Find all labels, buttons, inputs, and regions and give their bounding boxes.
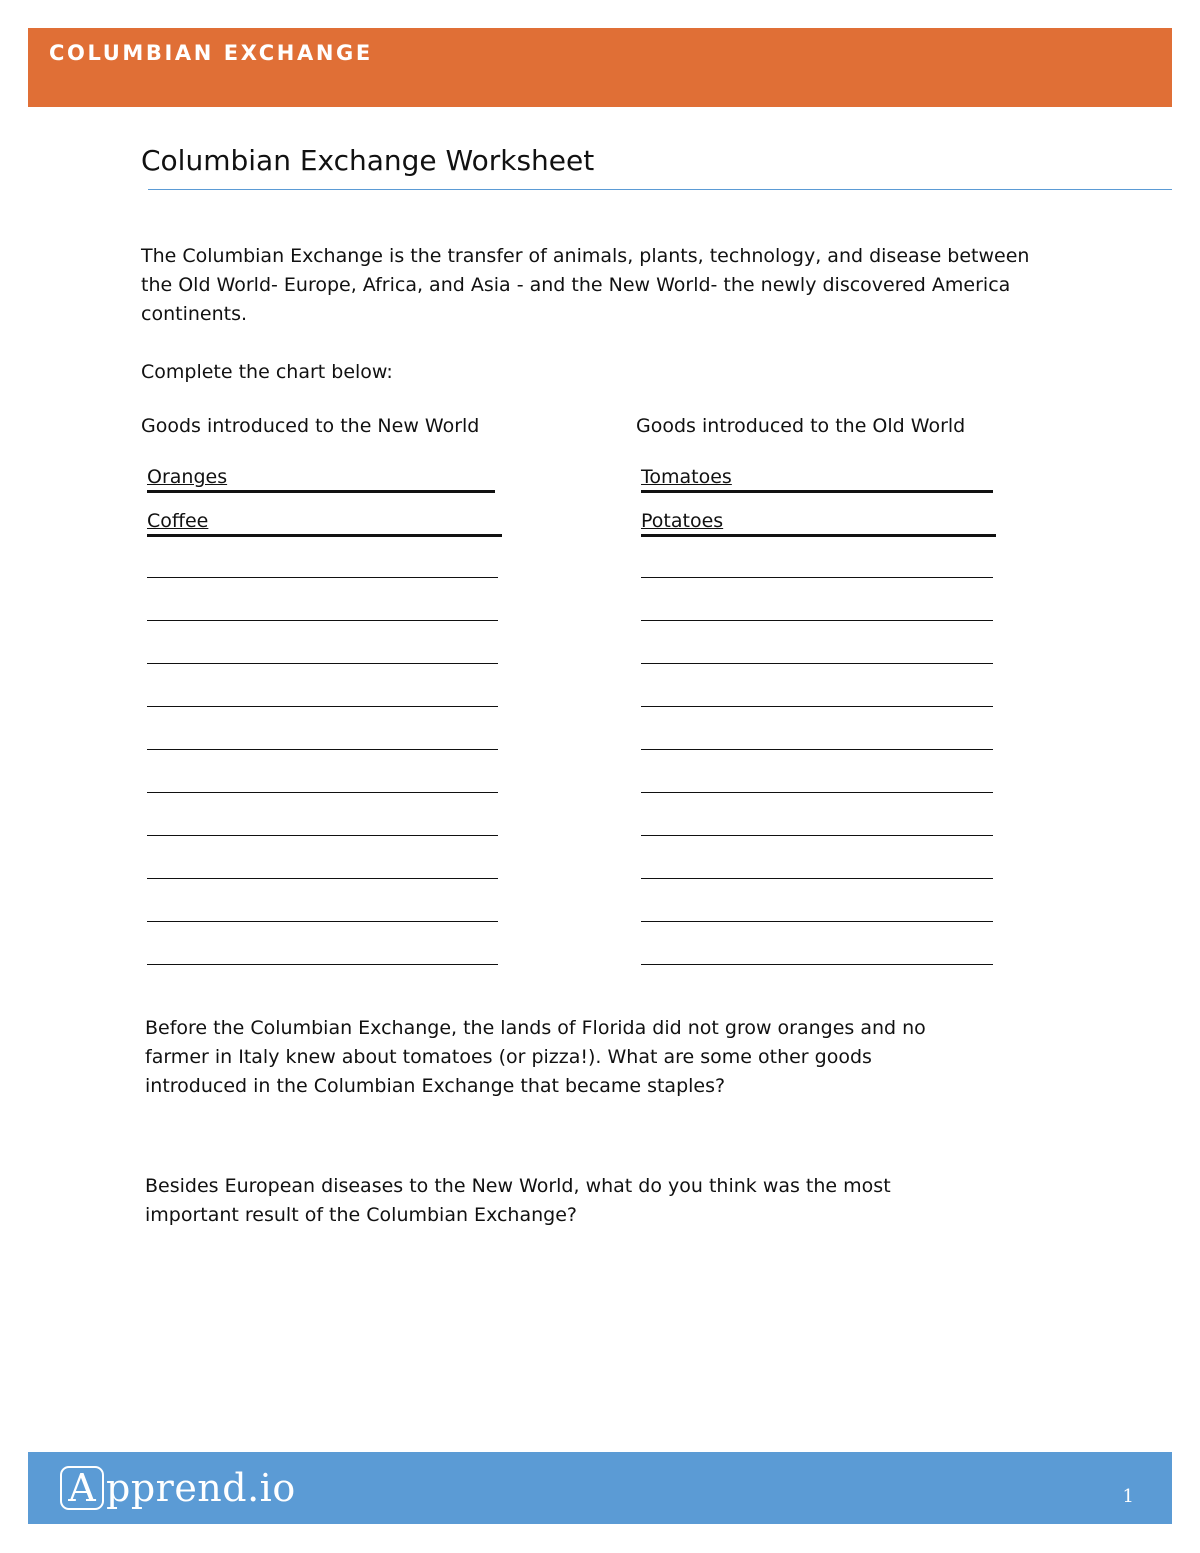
page-title: Columbian Exchange Worksheet [141, 144, 595, 177]
question-1: Before the Columbian Exchange, the lands of Florida did not grow oranges and no farmer in Italy knew about tomatoes (or pizza!). What are some other goods introduced in the Columbian Exchange that became staples? [145, 1017, 926, 1097]
new-world-entry-line[interactable] [147, 878, 498, 879]
old-world-entry-line[interactable] [641, 878, 993, 879]
new-world-entry-line[interactable] [147, 490, 495, 493]
new-world-entry-line[interactable] [147, 749, 498, 750]
new-world-entry-line[interactable] [147, 964, 498, 965]
logo-text: pprend.io [106, 1466, 296, 1510]
header-title: COLUMBIAN EXCHANGE [49, 41, 373, 65]
appred-logo [60, 1464, 296, 1512]
old-world-entry-line[interactable] [641, 663, 993, 664]
new-world-entry-text: Oranges [147, 466, 228, 488]
old-world-entry-line[interactable] [641, 964, 993, 965]
question-2: Besides European diseases to the New World, what do you think was the most important result of the Columbian Exchange? [145, 1175, 891, 1226]
old-world-entry-line[interactable] [641, 792, 993, 793]
new-world-entry-text: Coffee [147, 510, 209, 532]
new-world-entry-line[interactable] [147, 921, 498, 922]
new-world-entry-line[interactable] [147, 577, 498, 578]
old-world-entry-line[interactable] [641, 835, 993, 836]
footer-bar [28, 1452, 1172, 1524]
old-world-entry-line[interactable] [641, 749, 993, 750]
old-world-entry-line[interactable] [641, 577, 993, 578]
instruction-text: Complete the chart below: [141, 361, 393, 383]
new-world-entry-line[interactable] [147, 620, 498, 621]
intro-paragraph: The Columbian Exchange is the transfer of animals, plants, technology, and disease between the Old World- Europe, Africa, and Asia - and the New World- the newly discovered America continents. [141, 245, 1030, 325]
old-world-entry-line[interactable] [641, 921, 993, 922]
new-world-entry-line[interactable] [147, 663, 498, 664]
header-bar [28, 28, 1172, 107]
new-world-entry-line[interactable] [147, 835, 498, 836]
new-world-entry-line[interactable] [147, 706, 498, 707]
old-world-entry-line[interactable] [641, 490, 993, 493]
old-world-entry-text: Potatoes [641, 510, 724, 532]
old-world-entry-line[interactable] [641, 534, 996, 537]
old-world-entry-line[interactable] [641, 706, 993, 707]
page-number: 1 [1122, 1486, 1134, 1507]
old-world-entry-text: Tomatoes [641, 466, 732, 488]
new-world-entry-line[interactable] [147, 534, 502, 537]
new-world-entry-line[interactable] [147, 792, 498, 793]
logo-letter: A [60, 1466, 104, 1510]
old-world-column-header: Goods introduced to the Old World [636, 415, 966, 437]
new-world-column-header: Goods introduced to the New World [141, 415, 480, 437]
old-world-entry-line[interactable] [641, 620, 993, 621]
title-rule [148, 189, 1172, 190]
